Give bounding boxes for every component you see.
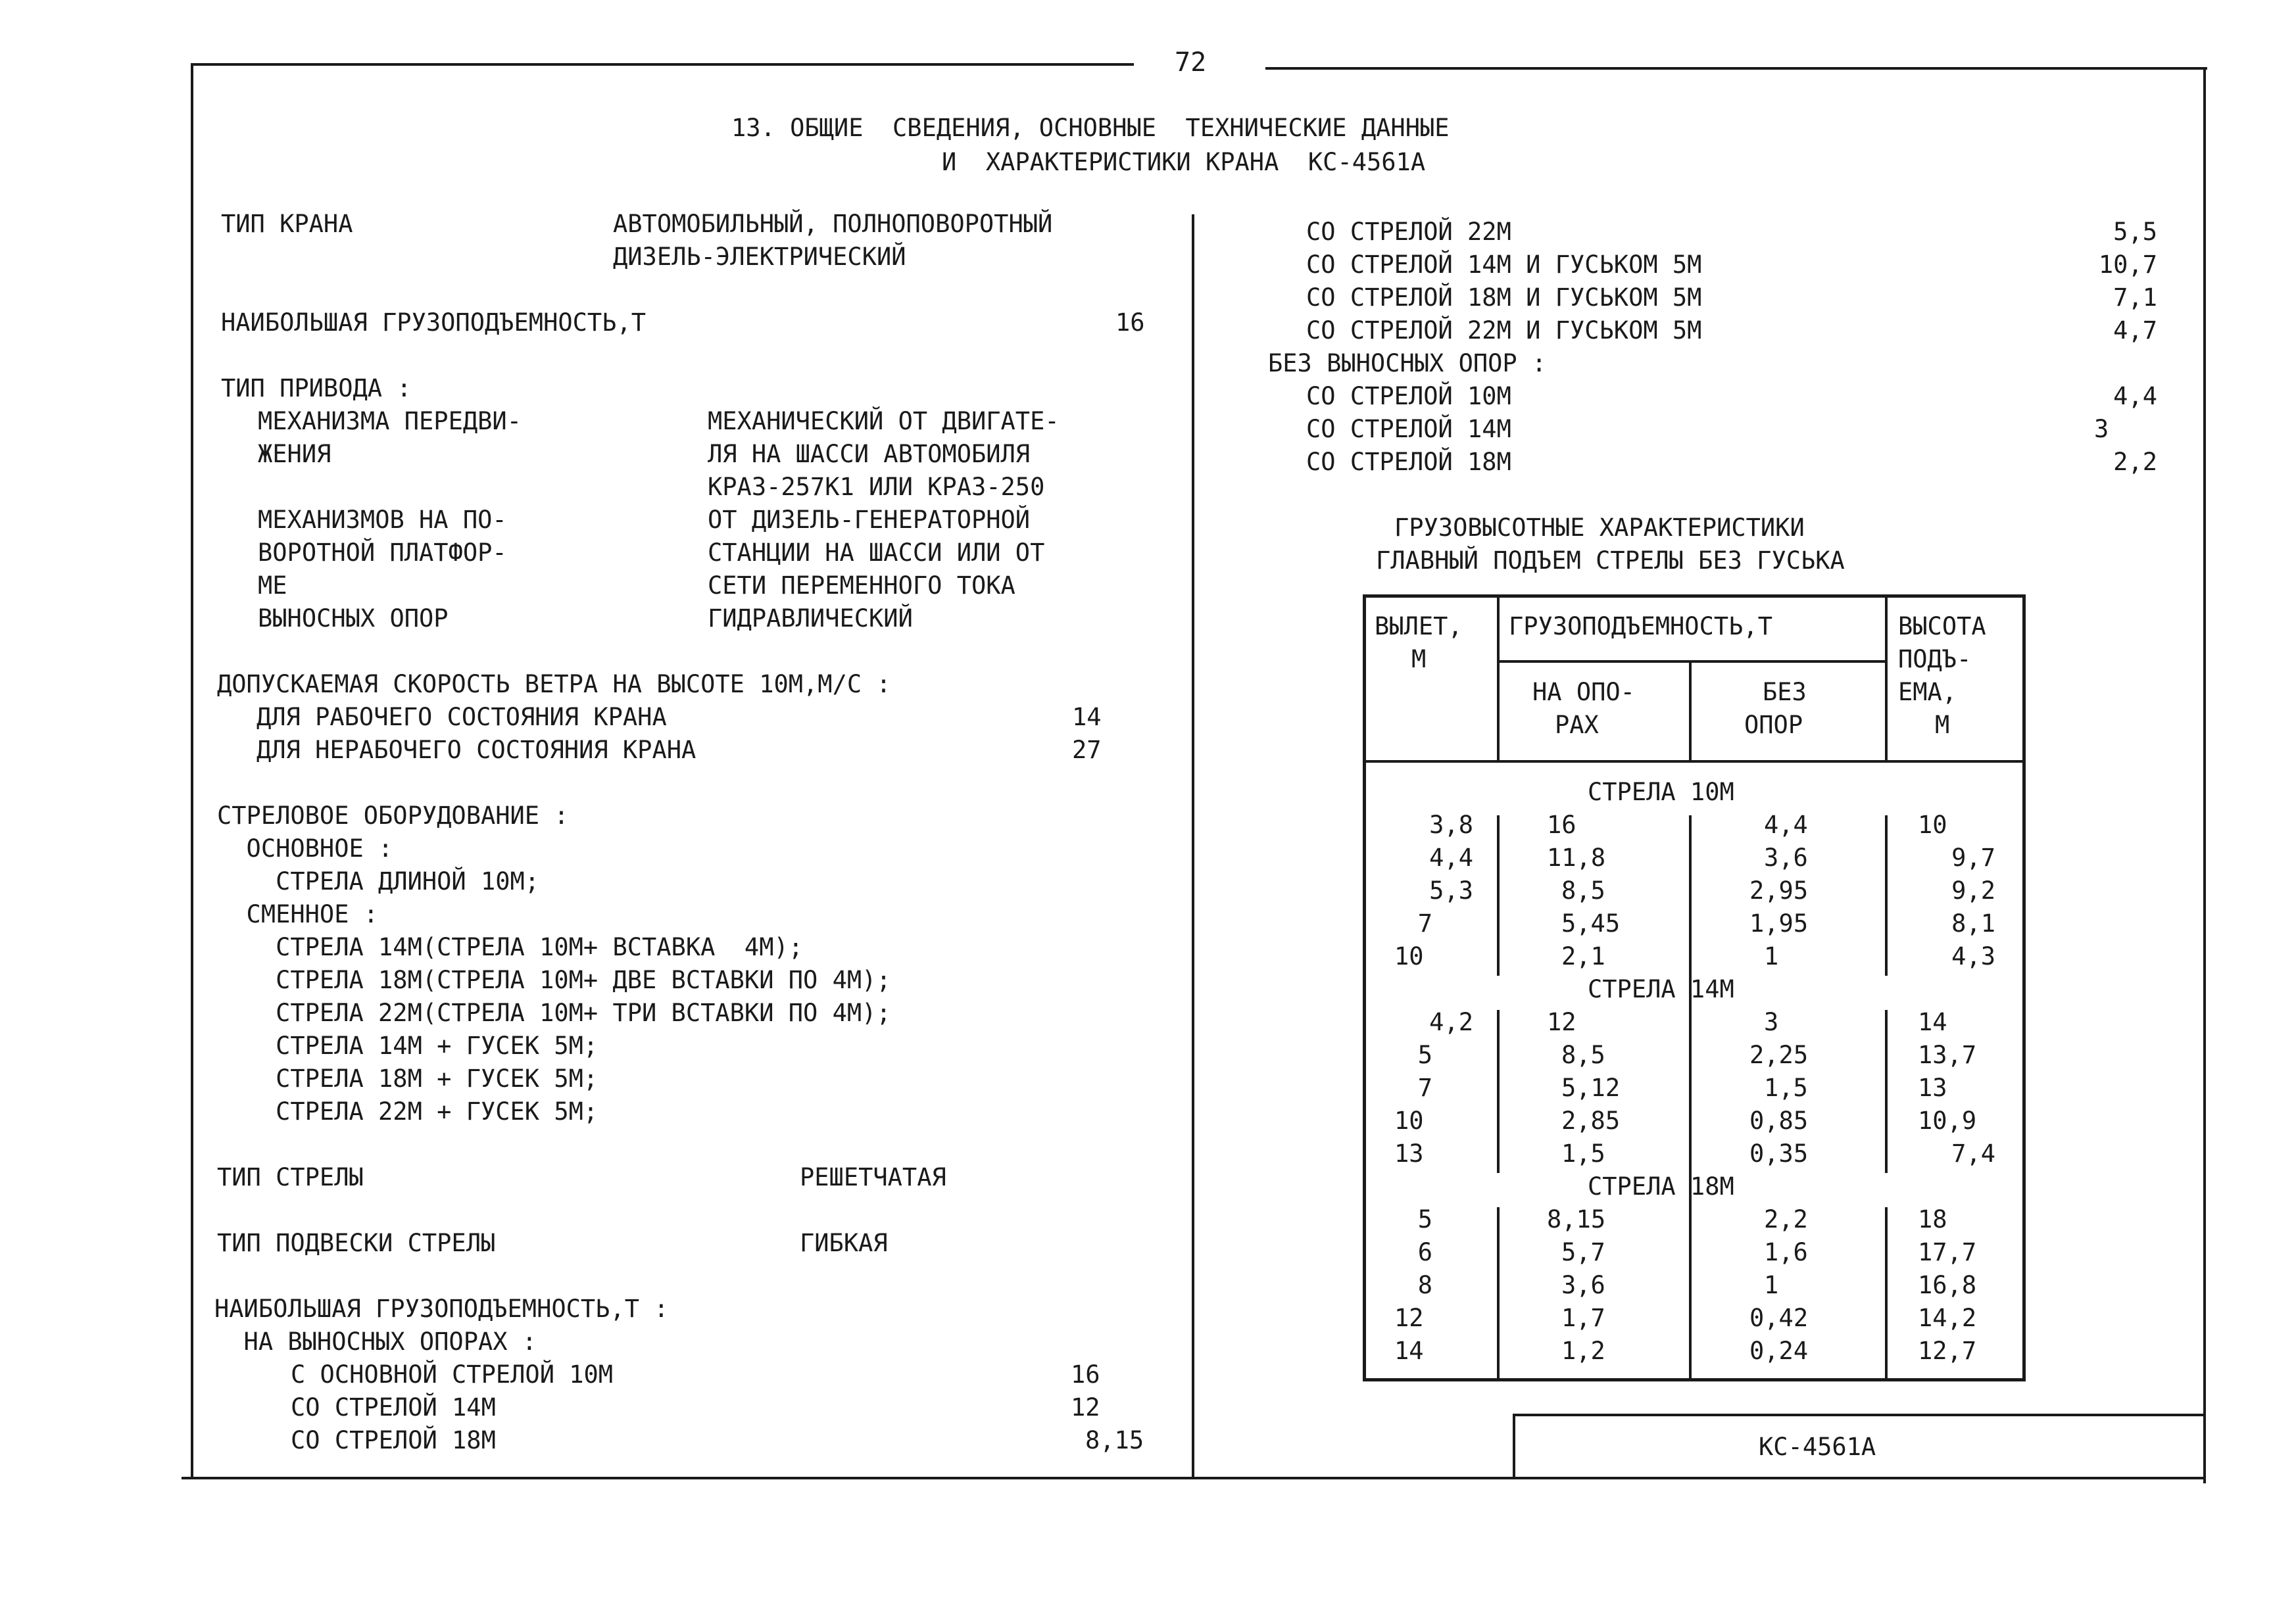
- suspension-label: ТИП ПОДВЕСКИ СТРЕЛЫ: [217, 1229, 496, 1257]
- cell-reach: 14: [1394, 1337, 1424, 1365]
- wind-key: ДЛЯ РАБОЧЕГО СОСТОЯНИЯ КРАНА: [256, 703, 667, 731]
- capacity-value: 2,2: [2113, 448, 2157, 476]
- boom-group-heading: СТРЕЛА 18М: [1588, 1172, 1734, 1201]
- cell-capacity-on: 8,15: [1547, 1205, 1606, 1234]
- capacity-header: НАИБОЛЬШАЯ ГРУЗОПОДЪЕМНОСТЬ,Т :: [214, 1295, 669, 1323]
- frame-top-left: [192, 63, 1134, 66]
- cell-height: 9,7: [1951, 844, 1995, 872]
- cell-reach: 6: [1417, 1238, 1432, 1266]
- cell-height: 10: [1918, 811, 1947, 839]
- cell-capacity-on: 8,5: [1561, 876, 1605, 905]
- cell-capacity-on: 12: [1547, 1008, 1576, 1036]
- table-body-vline: [1885, 1010, 1888, 1173]
- column-divider: [1192, 214, 1194, 1478]
- cell-height: 9,2: [1951, 876, 1995, 905]
- drive-key: МЕХАНИЗМА ПЕРЕДВИ-: [258, 407, 522, 435]
- cell-reach: 10: [1394, 1107, 1424, 1135]
- capacity-value: 12: [1071, 1393, 1100, 1422]
- cell-capacity-off: 4,4: [1764, 811, 1808, 839]
- header-no-outriggers-2: ОПОР: [1744, 711, 1803, 739]
- cell-capacity-off: 0,24: [1749, 1337, 1809, 1365]
- boom-equipment-line: СТРЕЛА 14М(СТРЕЛА 10М+ ВСТАВКА 4М);: [217, 933, 804, 961]
- cell-capacity-off: 2,25: [1749, 1041, 1809, 1069]
- capacity-key: СО СТРЕЛОЙ 10М: [1306, 382, 1511, 410]
- crane-type-value-2: ДИЗЕЛЬ-ЭЛЕКТРИЧЕСКИЙ: [613, 243, 906, 271]
- cell-height: 17,7: [1918, 1238, 1977, 1266]
- cell-height: 18: [1918, 1205, 1947, 1234]
- cell-reach: 5,3: [1429, 876, 1473, 905]
- cell-height: 12,7: [1918, 1337, 1977, 1365]
- cell-capacity-off: 1,95: [1749, 909, 1809, 938]
- table-border-left: [1363, 594, 1366, 1381]
- cell-reach: 7: [1417, 1074, 1432, 1102]
- document-title-line-1: 13. ОБЩИЕ СВЕДЕНИЯ, ОСНОВНЫЕ ТЕХНИЧЕСКИЕ ДАННЫЕ: [731, 114, 1450, 142]
- boom-type-value: РЕШЕТЧАТАЯ: [800, 1163, 946, 1191]
- cell-capacity-on: 1,5: [1561, 1139, 1605, 1168]
- boom-equipment-line: СТРЕЛА 14М + ГУСЕК 5М;: [217, 1032, 598, 1060]
- cell-reach: 5: [1417, 1041, 1432, 1069]
- cell-reach: 4,2: [1429, 1008, 1473, 1036]
- stamp-label: КС-4561А: [1759, 1433, 1876, 1461]
- capacity-value: 4,7: [2113, 316, 2157, 345]
- drive-value: МЕХАНИЧЕСКИЙ ОТ ДВИГАТЕ-: [708, 407, 1060, 435]
- stamp-top: [1513, 1414, 2206, 1416]
- drive-key: МЕХАНИЗМОВ НА ПО-: [258, 506, 507, 534]
- outriggers-label: НА ВЫНОСНЫХ ОПОРАХ :: [214, 1328, 537, 1356]
- max-capacity-value: 16: [1115, 308, 1145, 337]
- cell-capacity-off: 3,6: [1764, 844, 1808, 872]
- cell-capacity-off: 2,2: [1764, 1205, 1808, 1234]
- capacity-value: 7,1: [2113, 283, 2157, 312]
- capacity-key: СО СТРЕЛОЙ 18М: [1306, 448, 1511, 476]
- drive-value: СТАНЦИИ НА ШАССИ ИЛИ ОТ: [708, 539, 1045, 567]
- cell-capacity-on: 1,2: [1561, 1337, 1605, 1365]
- drive-type-label: ТИП ПРИВОДА :: [221, 374, 412, 402]
- capacity-key: СО СТРЕЛОЙ 18М: [291, 1426, 496, 1454]
- cell-capacity-on: 2,85: [1561, 1107, 1621, 1135]
- cell-height: 13: [1918, 1074, 1947, 1102]
- cell-capacity-on: 8,5: [1561, 1041, 1605, 1069]
- drive-key: ВЫНОСНЫХ ОПОР: [258, 604, 449, 633]
- header-height-4: М: [1935, 711, 1950, 739]
- cell-capacity-on: 11,8: [1547, 844, 1606, 872]
- boom-equipment-line: СМЕННОЕ :: [217, 900, 379, 928]
- boom-type-label: ТИП СТРЕЛЫ: [217, 1163, 364, 1191]
- cell-capacity-off: 1,5: [1764, 1074, 1808, 1102]
- cell-capacity-off: 0,85: [1749, 1107, 1809, 1135]
- cell-reach: 13: [1394, 1139, 1424, 1168]
- cell-capacity-on: 5,45: [1561, 909, 1621, 938]
- drive-value: ЛЯ НА ШАССИ АВТОМОБИЛЯ: [708, 440, 1031, 468]
- header-on-outriggers-1: НА ОПО-: [1532, 678, 1635, 706]
- cell-height: 13,7: [1918, 1041, 1977, 1069]
- header-reach-unit: М: [1411, 645, 1427, 673]
- table-title-1: ГРУЗОВЫСОТНЫЕ ХАРАКТЕРИСТИКИ: [1394, 514, 1805, 542]
- table-subheader-rule: [1498, 660, 1886, 663]
- wind-key: ДЛЯ НЕРАБОЧЕГО СОСТОЯНИЯ КРАНА: [256, 736, 696, 764]
- page-number: 72: [1175, 47, 1207, 78]
- capacity-key: СО СТРЕЛОЙ 22М: [1306, 218, 1511, 246]
- capacity-value: 4,4: [2113, 382, 2157, 410]
- frame-left: [191, 63, 193, 1478]
- boom-group-heading: СТРЕЛА 14М: [1588, 975, 1734, 1003]
- cell-height: 4,3: [1951, 942, 1995, 970]
- table-body-vline: [1885, 1207, 1888, 1379]
- cell-reach: 12: [1394, 1304, 1424, 1332]
- header-no-outriggers-1: БЕЗ: [1763, 678, 1807, 706]
- table-body-vline: [1497, 815, 1500, 976]
- wind-value: 14: [1072, 703, 1102, 731]
- crane-type-value-1: АВТОМОБИЛЬНЫЙ, ПОЛНОПОВОРОТНЫЙ: [613, 210, 1053, 238]
- cell-reach: 8: [1417, 1271, 1432, 1299]
- boom-equipment-line: СТРЕЛОВОЕ ОБОРУДОВАНИЕ :: [217, 802, 569, 830]
- boom-equipment-line: СТРЕЛА 18М(СТРЕЛА 10М+ ДВЕ ВСТАВКИ ПО 4М);: [217, 966, 891, 994]
- cell-height: 16,8: [1918, 1271, 1977, 1299]
- drive-value: СЕТИ ПЕРЕМЕННОГО ТОКА: [708, 571, 1015, 600]
- table-body-vline: [1689, 815, 1692, 976]
- table-header-vline: [1885, 594, 1888, 761]
- capacity-key: СО СТРЕЛОЙ 14М: [291, 1393, 496, 1422]
- table-header-vline: [1689, 660, 1692, 761]
- capacity-key: СО СТРЕЛОЙ 14М И ГУСЬКОМ 5М: [1306, 251, 1702, 279]
- capacity-key: СО СТРЕЛОЙ 22М И ГУСЬКОМ 5М: [1306, 316, 1702, 345]
- cell-height: 8,1: [1951, 909, 1995, 938]
- wind-label: ДОПУСКАЕМАЯ СКОРОСТЬ ВЕТРА НА ВЫСОТЕ 10М,М/С :: [217, 670, 891, 698]
- table-body-vline: [1885, 815, 1888, 976]
- frame-right: [2203, 68, 2206, 1483]
- frame-top-right: [1265, 67, 2207, 70]
- boom-equipment-line: ОСНОВНОЕ :: [217, 834, 393, 863]
- cell-capacity-off: 3: [1764, 1008, 1779, 1036]
- cell-reach: 4,4: [1429, 844, 1473, 872]
- drive-key: МЕ: [258, 571, 287, 600]
- stamp-left: [1513, 1414, 1515, 1479]
- header-height-3: ЕМА,: [1898, 678, 1957, 706]
- cell-height: 7,4: [1951, 1139, 1995, 1168]
- table-border-bottom: [1363, 1378, 2026, 1381]
- boom-equipment-line: СТРЕЛА 22М(СТРЕЛА 10М+ ТРИ ВСТАВКИ ПО 4М);: [217, 999, 891, 1027]
- table-border-right: [2022, 594, 2026, 1381]
- cell-capacity-on: 2,1: [1561, 942, 1605, 970]
- table-body-vline: [1497, 1010, 1500, 1173]
- cell-reach: 3,8: [1429, 811, 1473, 839]
- cell-capacity-on: 5,12: [1561, 1074, 1621, 1102]
- cell-capacity-off: 1: [1764, 1271, 1779, 1299]
- capacity-value: 3: [2094, 415, 2109, 443]
- cell-height: 14,2: [1918, 1304, 1977, 1332]
- table-title-2: ГЛАВНЫЙ ПОДЪЕМ СТРЕЛЫ БЕЗ ГУСЬКА: [1376, 546, 1845, 575]
- capacity-key: СО СТРЕЛОЙ 14М: [1306, 415, 1511, 443]
- wind-value: 27: [1072, 736, 1102, 764]
- header-height-2: ПОДЪ-: [1898, 645, 1972, 673]
- cell-capacity-on: 5,7: [1561, 1238, 1605, 1266]
- cell-capacity-off: 1,6: [1764, 1238, 1808, 1266]
- capacity-value: 8,15: [1085, 1426, 1144, 1454]
- header-capacity: ГРУЗОПОДЪЕМНОСТЬ,Т: [1509, 612, 1772, 640]
- cell-reach: 10: [1394, 942, 1424, 970]
- drive-value: ОТ ДИЗЕЛЬ-ГЕНЕРАТОРНОЙ: [708, 506, 1031, 534]
- cell-capacity-off: 1: [1764, 942, 1779, 970]
- cell-capacity-off: 2,95: [1749, 876, 1809, 905]
- drive-key: ЖЕНИЯ: [258, 440, 331, 468]
- cell-capacity-on: 16: [1547, 811, 1576, 839]
- capacity-value: 10,7: [2098, 251, 2157, 279]
- header-height-1: ВЫСОТА: [1898, 612, 1986, 640]
- table-header-vline: [1497, 594, 1500, 761]
- cell-reach: 5: [1417, 1205, 1432, 1234]
- drive-value: ГИДРАВЛИЧЕСКИЙ: [708, 604, 913, 633]
- crane-type-label: ТИП КРАНА: [221, 210, 353, 238]
- table-header-rule: [1363, 760, 2026, 763]
- no-outriggers-label: БЕЗ ВЫНОСНЫХ ОПОР :: [1268, 349, 1547, 377]
- cell-height: 10,9: [1918, 1107, 1977, 1135]
- cell-capacity-on: 1,7: [1561, 1304, 1605, 1332]
- header-reach: ВЫЛЕТ,: [1375, 612, 1463, 640]
- cell-reach: 7: [1417, 909, 1432, 938]
- table-border-top: [1363, 594, 2026, 598]
- boom-group-heading: СТРЕЛА 10М: [1588, 778, 1734, 806]
- drive-key: ВОРОТНОЙ ПЛАТФОР-: [258, 539, 507, 567]
- capacity-key: С ОСНОВНОЙ СТРЕЛОЙ 10М: [291, 1360, 614, 1389]
- boom-equipment-line: СТРЕЛА 18М + ГУСЕК 5М;: [217, 1065, 598, 1093]
- drive-value: КРАЗ-257К1 ИЛИ КРАЗ-250: [708, 473, 1045, 501]
- boom-equipment-line: СТРЕЛА 22М + ГУСЕК 5М;: [217, 1097, 598, 1126]
- table-body-vline: [1497, 1207, 1500, 1379]
- capacity-key: СО СТРЕЛОЙ 18М И ГУСЬКОМ 5М: [1306, 283, 1702, 312]
- capacity-value: 16: [1071, 1360, 1100, 1389]
- boom-equipment-line: СТРЕЛА ДЛИНОЙ 10М;: [217, 867, 540, 896]
- cell-capacity-on: 3,6: [1561, 1271, 1605, 1299]
- suspension-value: ГИБКАЯ: [800, 1229, 888, 1257]
- max-capacity-label: НАИБОЛЬШАЯ ГРУЗОПОДЪЕМНОСТЬ,Т: [221, 308, 647, 337]
- capacity-value: 5,5: [2113, 218, 2157, 246]
- header-on-outriggers-2: РАХ: [1555, 711, 1599, 739]
- cell-height: 14: [1918, 1008, 1947, 1036]
- cell-capacity-off: 0,42: [1749, 1304, 1809, 1332]
- document-title-line-2: И ХАРАКТЕРИСТИКИ КРАНА КС-4561А: [942, 148, 1426, 176]
- cell-capacity-off: 0,35: [1749, 1139, 1809, 1168]
